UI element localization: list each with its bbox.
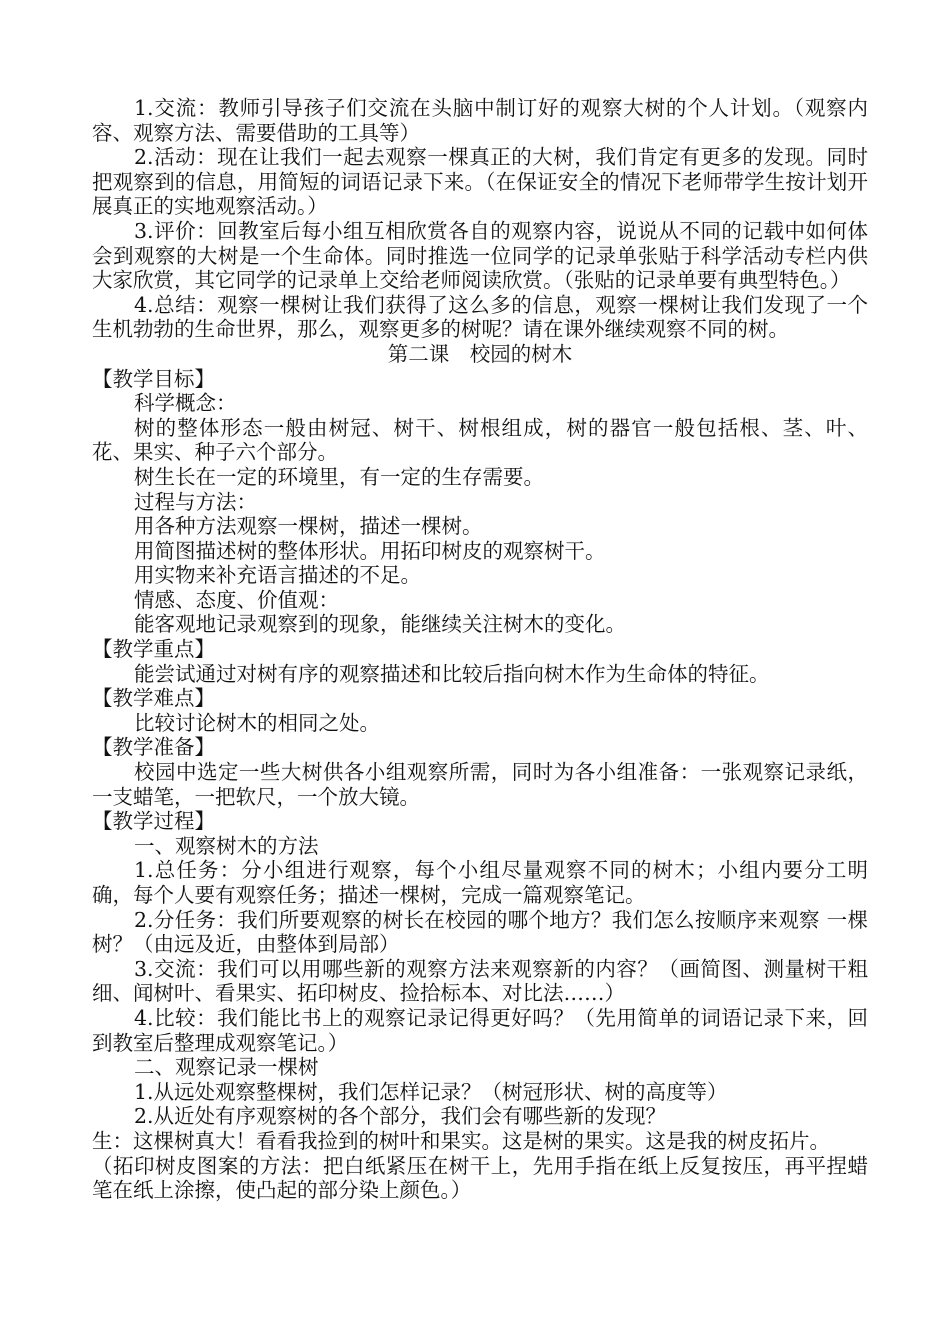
paragraph-exchange: 1.交流：教师引导孩子们交流在头脑中制订好的观察大树的个人计划。（观察内容、观察方法、需要借助的工具等） [92, 96, 868, 145]
task-compare: 4.比较：我们能比书上的观察记录记得更好吗？（先用简单的词语记录下来，回到教室后整理成观察笔记。） [92, 1005, 868, 1055]
section-observation-methods: 一、观察树木的方法 [134, 833, 319, 858]
paragraph-summary: 4.总结：观察一棵树让我们获得了这么多的信息，观察一棵树让我们发现了一个生机勃勃的生命世界，那么，观察更多的树呢？请在课外继续观察不同的树。 [92, 292, 868, 342]
science-concept-label: 科学概念： [134, 391, 237, 416]
preparation-text: 校园中选定一些大树供各小组观察所需，同时为各小组准备：一张观察记录纸，一支蜡笔，一把软尺，一个放大镜。 [92, 760, 868, 809]
goals-heading: 【教学目标】 [92, 366, 215, 391]
process-method-label: 过程与方法： [134, 489, 257, 514]
record-near: 2.从近处有序观察树的各个部分，我们会有哪些新的发现？ [134, 1104, 667, 1129]
preparation-heading: 【教学准备】 [92, 735, 215, 760]
attitude-label: 情感、态度、价值观： [134, 587, 339, 612]
section-record-tree: 二、观察记录一棵树 [134, 1055, 319, 1080]
key-points-heading: 【教学重点】 [92, 637, 215, 662]
student-response: 生：这棵树真大！看看我捡到的树叶和果实。这是树的果实。这是我的树皮拓片。 [92, 1128, 830, 1153]
science-concept-2: 树生长在一定的环境里，有一定的生存需要。 [134, 464, 544, 489]
rubbing-method: （拓印树皮图案的方法：把白纸紧压在树干上，先用手指在纸上反复按压，再平捏蜡笔在纸上涂擦，使凸起的部分染上颜色。） [92, 1153, 868, 1203]
key-points-text: 能尝试通过对树有序的观察描述和比较后指向树木作为生命体的特征。 [134, 661, 770, 686]
paragraph-activity: 2.活动：现在让我们一起去观察一棵真正的大树，我们肯定有更多的发现。同时把观察到的信息，用简短的词语记录下来。（在保证安全的情况下老师带学生按计划开展真正的实地观察活动。） [92, 145, 868, 219]
task-sub: 2.分任务：我们所要观察的树长在校园的哪个地方？我们怎么按顺序来观察 一棵树？（由远及近，由整体到局部） [92, 907, 868, 957]
difficulties-heading: 【教学难点】 [92, 686, 215, 711]
task-overall: 1.总任务：分小组进行观察，每个小组尽量观察不同的树木；小组内要分工明确，每个人要有观察任务；描述一棵树，完成一篇观察笔记。 [92, 858, 868, 907]
process-method-2: 用简图描述树的整体形状。用拓印树皮的观察树干。 [134, 538, 606, 563]
attitude-1: 能客观地记录观察到的现象，能继续关注树木的变化。 [134, 612, 626, 637]
paragraph-evaluation: 3.评价：回教室后每小组互相欣赏各自的观察内容，说说从不同的记载中如何体会到观察的大树是一个生命体。同时推选一位同学的记录单张贴于科学活动专栏内供大家欣赏，其它同学的记录单上交给老师阅读欣赏。（张贴的记录单要有典型特色。） [92, 218, 868, 293]
lesson-title: 第二课 校园的树木 [387, 341, 573, 366]
difficulties-text: 比较讨论树木的相同之处。 [134, 710, 380, 735]
record-far: 1.从远处观察整棵树，我们怎样记录？（树冠形状、树的高度等） [134, 1079, 728, 1104]
science-concept-1: 树的整体形态一般由树冠、树干、树根组成，树的器官一般包括根、茎、叶、花、果实、种子六个部分。 [92, 415, 868, 465]
task-exchange: 3.交流：我们可以用哪些新的观察方法来观察新的内容？（画简图、测量树干粗细、闻树叶、看果实、拓印树皮、捡拾标本、对比法……） [92, 956, 868, 1006]
process-method-1: 用各种方法观察一棵树，描述一棵树。 [134, 514, 483, 539]
process-heading: 【教学过程】 [92, 809, 215, 834]
process-method-3: 用实物来补充语言描述的不足。 [134, 563, 421, 588]
